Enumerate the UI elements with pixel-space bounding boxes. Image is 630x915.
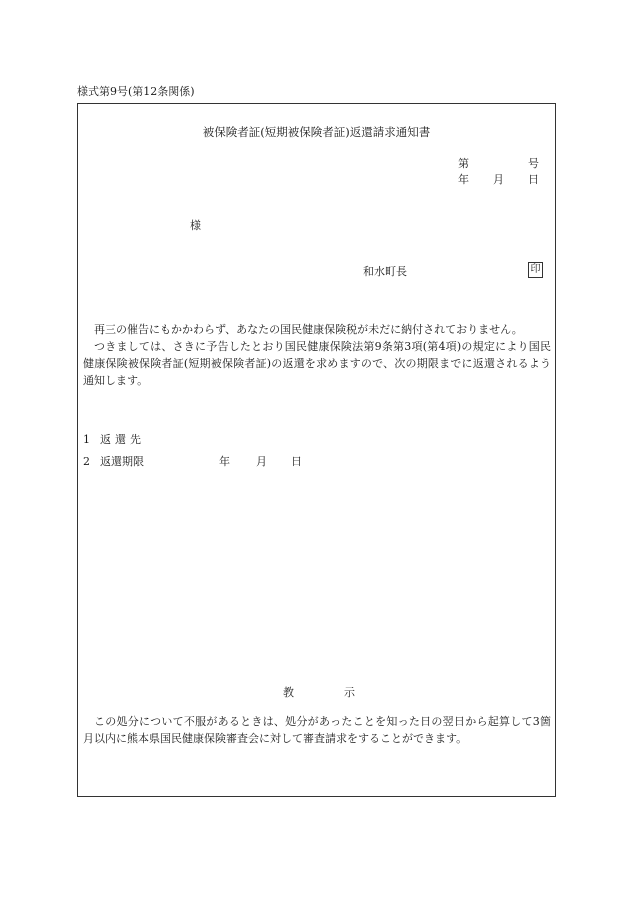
doc-number-prefix: 第 <box>458 157 469 170</box>
document-title: 被保険者証(短期被保険者証)返還請求通知書 <box>202 125 431 139</box>
doc-number-suffix: 号 <box>528 157 539 170</box>
deadline-year-label: 年 <box>219 455 230 468</box>
addressee-honorific: 様 <box>190 219 201 232</box>
notice-paragraph: この処分について不服があるときは、処分があったことを知った日の翌日から起算して3箇月以内に熊本県国民健康保険審査会に対して審査請求をすることができます。 <box>83 715 551 745</box>
date-day-label: 日 <box>528 173 539 186</box>
item-number: 2 <box>83 455 90 468</box>
notice-title: 教示 <box>283 686 405 699</box>
return-destination-label: 返還先 <box>100 433 145 446</box>
body-paragraph: つきましては、さきに予告したとおり国民健康保険法第9条第3項(第4項)の規定により国民健康保険被保険者証(短期被保険者証)の返還を求めますので、次の期限までに返還されるよう通知します。 <box>83 340 551 387</box>
deadline-day-label: 日 <box>291 455 302 468</box>
issuer-name: 和水町長 <box>363 265 407 278</box>
date-month-label: 月 <box>493 173 504 186</box>
item-number: 1 <box>83 433 90 446</box>
deadline-month-label: 月 <box>256 455 267 468</box>
notice-text <box>83 713 551 747</box>
document-frame <box>77 103 556 797</box>
seal-mark: 印 <box>528 262 543 278</box>
return-deadline-label: 返還期限 <box>100 455 144 468</box>
body-paragraph: 再三の催告にもかかわらず、あなたの国民健康保険税が未だに納付されておりません。 <box>94 323 523 336</box>
body-text <box>83 321 551 389</box>
date-year-label: 年 <box>458 173 469 186</box>
form-number: 様式第9号(第12条関係) <box>77 85 195 98</box>
